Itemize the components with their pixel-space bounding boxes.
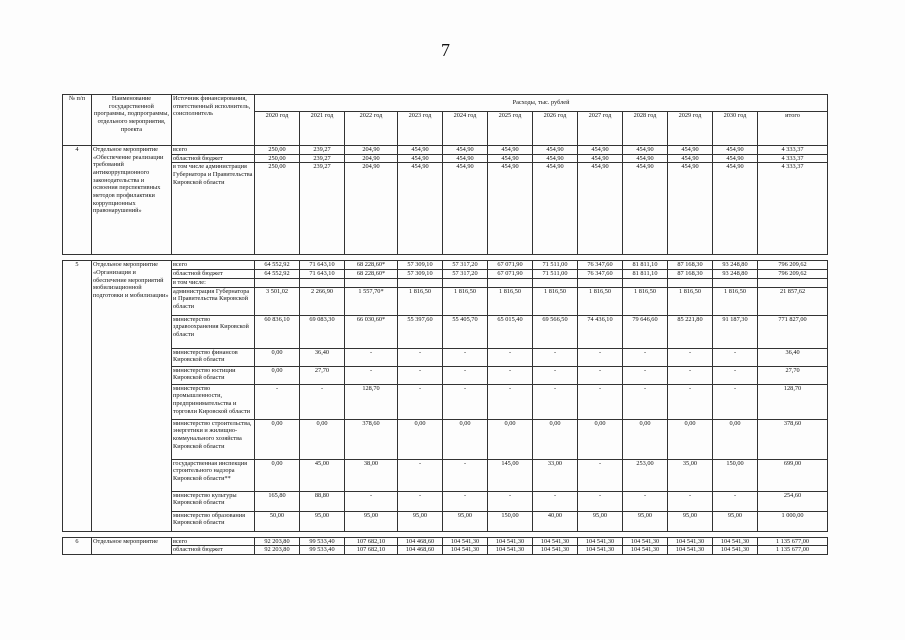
- table-row: [63, 315, 828, 348]
- amount-cell: 40,00: [533, 511, 578, 531]
- amount-cell: 95,00: [668, 511, 713, 531]
- amount-cell: 104 541,30: [668, 537, 713, 546]
- total-cell: 699,00: [758, 459, 828, 491]
- amount-cell: 99 533,40: [300, 537, 345, 546]
- amount-cell: 104 541,30: [668, 546, 713, 555]
- amount-cell: -: [533, 366, 578, 384]
- table-row: [63, 511, 828, 531]
- amount-cell: [398, 278, 443, 287]
- funding-source: министерство финансов Кировской области: [172, 348, 255, 366]
- measure-name: Отдельное мероприятие «Обеспечение реализации требований антикоррупционного законодательства и освоения перспективных методов профилактики коррупционных правонарушений»: [92, 146, 172, 255]
- amount-cell: -: [300, 384, 345, 419]
- amount-cell: 0,00: [255, 348, 300, 366]
- amount-cell: 95,00: [300, 511, 345, 531]
- amount-cell: 454,90: [668, 146, 713, 155]
- amount-cell: 71 511,00: [533, 261, 578, 270]
- amount-cell: 0,00: [255, 459, 300, 491]
- amount-cell: 69 566,50: [533, 315, 578, 348]
- total-cell: 27,70: [758, 366, 828, 384]
- amount-cell: 104 541,30: [713, 546, 758, 555]
- total-cell: [758, 278, 828, 287]
- amount-cell: -: [398, 366, 443, 384]
- amount-cell: 64 552,92: [255, 270, 300, 279]
- table-row: [63, 146, 828, 155]
- amount-cell: -: [623, 384, 668, 419]
- amount-cell: 454,90: [623, 163, 668, 255]
- amount-cell: -: [578, 384, 623, 419]
- amount-cell: 104 541,30: [533, 546, 578, 555]
- funding-source: всего: [172, 261, 255, 270]
- header-year: 2026 год: [533, 112, 578, 146]
- amount-cell: 104 541,30: [578, 546, 623, 555]
- amount-cell: 454,90: [533, 154, 578, 163]
- amount-cell: 1 816,50: [488, 287, 533, 315]
- amount-cell: 99 533,40: [300, 546, 345, 555]
- amount-cell: [300, 278, 345, 287]
- total-cell: 4 333,37: [758, 154, 828, 163]
- amount-cell: 95,00: [623, 511, 668, 531]
- amount-cell: 71 643,10: [300, 261, 345, 270]
- header-year: 2030 год: [713, 112, 758, 146]
- amount-cell: 1 816,50: [443, 287, 488, 315]
- amount-cell: 0,00: [488, 419, 533, 459]
- amount-cell: 150,00: [713, 459, 758, 491]
- amount-cell: 454,90: [443, 163, 488, 255]
- amount-cell: -: [443, 384, 488, 419]
- amount-cell: -: [398, 491, 443, 511]
- amount-cell: 378,60: [345, 419, 398, 459]
- amount-cell: 60 836,10: [255, 315, 300, 348]
- funding-source: областной бюджет: [172, 270, 255, 279]
- total-cell: 36,40: [758, 348, 828, 366]
- amount-cell: 67 071,90: [488, 261, 533, 270]
- amount-cell: 27,70: [300, 366, 345, 384]
- amount-cell: -: [345, 366, 398, 384]
- funding-source: министерство здравоохранения Кировской области: [172, 315, 255, 348]
- amount-cell: 250,00: [255, 163, 300, 255]
- page-number: 7: [441, 40, 450, 60]
- amount-cell: 0,00: [398, 419, 443, 459]
- amount-cell: [533, 278, 578, 287]
- total-cell: 1 135 677,00: [758, 546, 828, 555]
- funding-source: в том числе:: [172, 278, 255, 287]
- amount-cell: 0,00: [713, 419, 758, 459]
- amount-cell: 239,27: [300, 163, 345, 255]
- amount-cell: 67 071,90: [488, 270, 533, 279]
- amount-cell: 239,27: [300, 154, 345, 163]
- amount-cell: 253,00: [623, 459, 668, 491]
- amount-cell: 165,80: [255, 491, 300, 511]
- amount-cell: -: [578, 348, 623, 366]
- amount-cell: 38,00: [345, 459, 398, 491]
- header-year: 2021 год: [300, 112, 345, 146]
- funding-source: администрация Губернатора и Правительства Кировской области: [172, 287, 255, 315]
- amount-cell: [443, 278, 488, 287]
- amount-cell: [345, 278, 398, 287]
- amount-cell: -: [533, 384, 578, 419]
- amount-cell: 1 816,50: [668, 287, 713, 315]
- amount-cell: 81 811,10: [623, 261, 668, 270]
- amount-cell: -: [623, 348, 668, 366]
- funding-source: министерство строительства, энергетики и жилищно-коммунального хозяйства Кировской области: [172, 419, 255, 459]
- amount-cell: 64 552,92: [255, 261, 300, 270]
- amount-cell: [668, 278, 713, 287]
- amount-cell: 454,90: [398, 146, 443, 155]
- amount-cell: 454,90: [488, 154, 533, 163]
- amount-cell: 88,80: [300, 491, 345, 511]
- amount-cell: 91 187,30: [713, 315, 758, 348]
- amount-cell: 93 248,80: [713, 261, 758, 270]
- amount-cell: 104 541,30: [623, 546, 668, 555]
- funding-source: министерство культуры Кировской области: [172, 491, 255, 511]
- amount-cell: 454,90: [578, 146, 623, 155]
- table-row: [63, 261, 828, 270]
- table-header: [63, 95, 828, 146]
- amount-cell: 104 541,30: [713, 537, 758, 546]
- amount-cell: 95,00: [713, 511, 758, 531]
- header-num: № п/п: [63, 95, 92, 146]
- amount-cell: 150,00: [488, 511, 533, 531]
- amount-cell: 454,90: [578, 154, 623, 163]
- amount-cell: 71 643,10: [300, 270, 345, 279]
- total-cell: 1 135 677,00: [758, 537, 828, 546]
- amount-cell: -: [488, 348, 533, 366]
- table-row: [63, 459, 828, 491]
- total-cell: 378,60: [758, 419, 828, 459]
- amount-cell: 1 557,70*: [345, 287, 398, 315]
- table-row: [63, 163, 828, 255]
- amount-cell: 454,90: [443, 146, 488, 155]
- funding-source: министерство юстиции Кировской области: [172, 366, 255, 384]
- amount-cell: 454,90: [398, 163, 443, 255]
- amount-cell: -: [668, 348, 713, 366]
- amount-cell: 0,00: [255, 419, 300, 459]
- amount-cell: 454,90: [668, 163, 713, 255]
- amount-cell: 104 541,30: [533, 537, 578, 546]
- total-cell: 4 333,37: [758, 163, 828, 255]
- table-row: [63, 537, 828, 546]
- amount-cell: 68 228,60*: [345, 261, 398, 270]
- amount-cell: 107 682,10: [345, 546, 398, 555]
- table-row: [63, 348, 828, 366]
- amount-cell: 1 816,50: [578, 287, 623, 315]
- amount-cell: 36,40: [300, 348, 345, 366]
- amount-cell: 107 682,10: [345, 537, 398, 546]
- amount-cell: 454,90: [713, 163, 758, 255]
- amount-cell: [488, 278, 533, 287]
- amount-cell: 250,00: [255, 146, 300, 155]
- amount-cell: 104 541,30: [443, 537, 488, 546]
- amount-cell: 204,90: [345, 163, 398, 255]
- amount-cell: 65 015,40: [488, 315, 533, 348]
- funding-source: государственная инспекция строительного надзора Кировской области**: [172, 459, 255, 491]
- amount-cell: -: [443, 459, 488, 491]
- amount-cell: -: [345, 348, 398, 366]
- header-year: итого: [758, 112, 828, 146]
- amount-cell: 104 468,60: [398, 546, 443, 555]
- amount-cell: 104 541,30: [578, 537, 623, 546]
- table-row: [63, 270, 828, 279]
- table-row: [63, 419, 828, 459]
- amount-cell: -: [623, 366, 668, 384]
- amount-cell: -: [533, 491, 578, 511]
- amount-cell: 55 397,60: [398, 315, 443, 348]
- amount-cell: 454,90: [623, 146, 668, 155]
- amount-cell: [255, 278, 300, 287]
- amount-cell: 250,00: [255, 154, 300, 163]
- amount-cell: -: [713, 348, 758, 366]
- table-body: [63, 146, 828, 555]
- amount-cell: -: [713, 384, 758, 419]
- amount-cell: 35,00: [668, 459, 713, 491]
- header-year: 2027 год: [578, 112, 623, 146]
- amount-cell: 104 541,30: [623, 537, 668, 546]
- header-expenses: Расходы, тыс. рублей: [255, 95, 828, 112]
- amount-cell: 1 816,50: [533, 287, 578, 315]
- amount-cell: 454,90: [488, 163, 533, 255]
- funding-source: министерство образования Кировской области: [172, 511, 255, 531]
- amount-cell: -: [443, 348, 488, 366]
- amount-cell: -: [578, 459, 623, 491]
- amount-cell: 0,00: [578, 419, 623, 459]
- amount-cell: [578, 278, 623, 287]
- funding-source: в том числе администрация Губернатора и Правительства Кировской области: [172, 163, 255, 255]
- amount-cell: 454,90: [713, 146, 758, 155]
- amount-cell: 87 168,30: [668, 270, 713, 279]
- amount-cell: 74 436,10: [578, 315, 623, 348]
- amount-cell: 1 816,50: [713, 287, 758, 315]
- amount-cell: 0,00: [623, 419, 668, 459]
- table-row: [63, 287, 828, 315]
- amount-cell: -: [668, 491, 713, 511]
- amount-cell: 145,00: [488, 459, 533, 491]
- total-cell: 796 209,62: [758, 261, 828, 270]
- total-cell: 796 209,62: [758, 270, 828, 279]
- amount-cell: 1 816,50: [623, 287, 668, 315]
- total-cell: 254,60: [758, 491, 828, 511]
- funding-source: областной бюджет: [172, 154, 255, 163]
- amount-cell: -: [398, 384, 443, 419]
- amount-cell: 57 317,20: [443, 270, 488, 279]
- amount-cell: 204,90: [345, 146, 398, 155]
- funding-source: всего: [172, 537, 255, 546]
- amount-cell: 87 168,30: [668, 261, 713, 270]
- amount-cell: 454,90: [398, 154, 443, 163]
- header-source: Источник финансирования, ответственный исполнитель, соисполнитель: [172, 95, 255, 146]
- header-year: 2020 год: [255, 112, 300, 146]
- amount-cell: 45,00: [300, 459, 345, 491]
- amount-cell: 2 266,90: [300, 287, 345, 315]
- amount-cell: [713, 278, 758, 287]
- amount-cell: 454,90: [443, 154, 488, 163]
- amount-cell: 0,00: [533, 419, 578, 459]
- total-cell: 1 000,00: [758, 511, 828, 531]
- amount-cell: 104 541,30: [488, 546, 533, 555]
- amount-cell: -: [668, 366, 713, 384]
- amount-cell: -: [578, 366, 623, 384]
- amount-cell: 50,00: [255, 511, 300, 531]
- header-name: Наименование государственной программы, подпрограммы, отдельного мероприятия, проекта: [92, 95, 172, 146]
- measure-name: Отдельное мероприятие: [92, 537, 172, 554]
- amount-cell: 92 203,80: [255, 546, 300, 555]
- row-number: 4: [63, 146, 92, 255]
- total-cell: 4 333,37: [758, 146, 828, 155]
- amount-cell: 71 511,00: [533, 270, 578, 279]
- amount-cell: -: [713, 366, 758, 384]
- header-year: 2022 год: [345, 112, 398, 146]
- funding-source: всего: [172, 146, 255, 155]
- amount-cell: 204,90: [345, 154, 398, 163]
- amount-cell: [623, 278, 668, 287]
- amount-cell: -: [488, 491, 533, 511]
- amount-cell: 76 347,60: [578, 261, 623, 270]
- table-row: [63, 154, 828, 163]
- amount-cell: 55 405,70: [443, 315, 488, 348]
- amount-cell: -: [713, 491, 758, 511]
- table-row: [63, 491, 828, 511]
- amount-cell: -: [533, 348, 578, 366]
- amount-cell: 454,90: [713, 154, 758, 163]
- measure-name: Отдельное мероприятие «Организация и обеспечение мероприятий мобилизационной подготовки и мобилизации»: [92, 261, 172, 531]
- amount-cell: 57 309,10: [398, 270, 443, 279]
- amount-cell: 454,90: [668, 154, 713, 163]
- amount-cell: 239,27: [300, 146, 345, 155]
- amount-cell: -: [668, 384, 713, 419]
- amount-cell: 79 646,60: [623, 315, 668, 348]
- amount-cell: 66 030,60*: [345, 315, 398, 348]
- amount-cell: 95,00: [578, 511, 623, 531]
- amount-cell: 33,00: [533, 459, 578, 491]
- header-year: 2023 год: [398, 112, 443, 146]
- amount-cell: 69 083,30: [300, 315, 345, 348]
- funding-source: министерство промышленности, предпринимательства и торговли Кировской области: [172, 384, 255, 419]
- amount-cell: 76 347,60: [578, 270, 623, 279]
- amount-cell: 454,90: [578, 163, 623, 255]
- amount-cell: 68 228,60*: [345, 270, 398, 279]
- amount-cell: -: [443, 491, 488, 511]
- amount-cell: 81 811,10: [623, 270, 668, 279]
- amount-cell: 0,00: [300, 419, 345, 459]
- amount-cell: 92 203,80: [255, 537, 300, 546]
- amount-cell: -: [255, 384, 300, 419]
- amount-cell: 95,00: [345, 511, 398, 531]
- amount-cell: -: [443, 366, 488, 384]
- amount-cell: -: [623, 491, 668, 511]
- total-cell: 128,70: [758, 384, 828, 419]
- table-row: [63, 384, 828, 419]
- expenses-table: [62, 94, 828, 555]
- row-number: 5: [63, 261, 92, 531]
- amount-cell: 128,70: [345, 384, 398, 419]
- amount-cell: 95,00: [398, 511, 443, 531]
- header-year: 2024 год: [443, 112, 488, 146]
- amount-cell: 95,00: [443, 511, 488, 531]
- amount-cell: 104 541,30: [488, 537, 533, 546]
- amount-cell: -: [398, 348, 443, 366]
- total-cell: 21 857,62: [758, 287, 828, 315]
- table-row: [63, 278, 828, 287]
- amount-cell: 104 541,30: [443, 546, 488, 555]
- amount-cell: 3 501,02: [255, 287, 300, 315]
- amount-cell: -: [488, 366, 533, 384]
- amount-cell: 454,90: [533, 163, 578, 255]
- table-row: [63, 366, 828, 384]
- amount-cell: 57 317,20: [443, 261, 488, 270]
- amount-cell: 1 816,50: [398, 287, 443, 315]
- header-year: 2029 год: [668, 112, 713, 146]
- amount-cell: 454,90: [488, 146, 533, 155]
- table-row: [63, 546, 828, 555]
- amount-cell: 85 221,80: [668, 315, 713, 348]
- amount-cell: 93 248,80: [713, 270, 758, 279]
- amount-cell: 0,00: [443, 419, 488, 459]
- amount-cell: 57 309,10: [398, 261, 443, 270]
- amount-cell: -: [345, 491, 398, 511]
- funding-source: областной бюджет: [172, 546, 255, 555]
- amount-cell: 0,00: [668, 419, 713, 459]
- amount-cell: 0,00: [255, 366, 300, 384]
- total-cell: 771 827,00: [758, 315, 828, 348]
- amount-cell: -: [398, 459, 443, 491]
- amount-cell: -: [488, 384, 533, 419]
- amount-cell: 454,90: [623, 154, 668, 163]
- row-number: 6: [63, 537, 92, 554]
- amount-cell: 104 468,60: [398, 537, 443, 546]
- header-year: 2028 год: [623, 112, 668, 146]
- amount-cell: -: [578, 491, 623, 511]
- amount-cell: 454,90: [533, 146, 578, 155]
- header-year: 2025 год: [488, 112, 533, 146]
